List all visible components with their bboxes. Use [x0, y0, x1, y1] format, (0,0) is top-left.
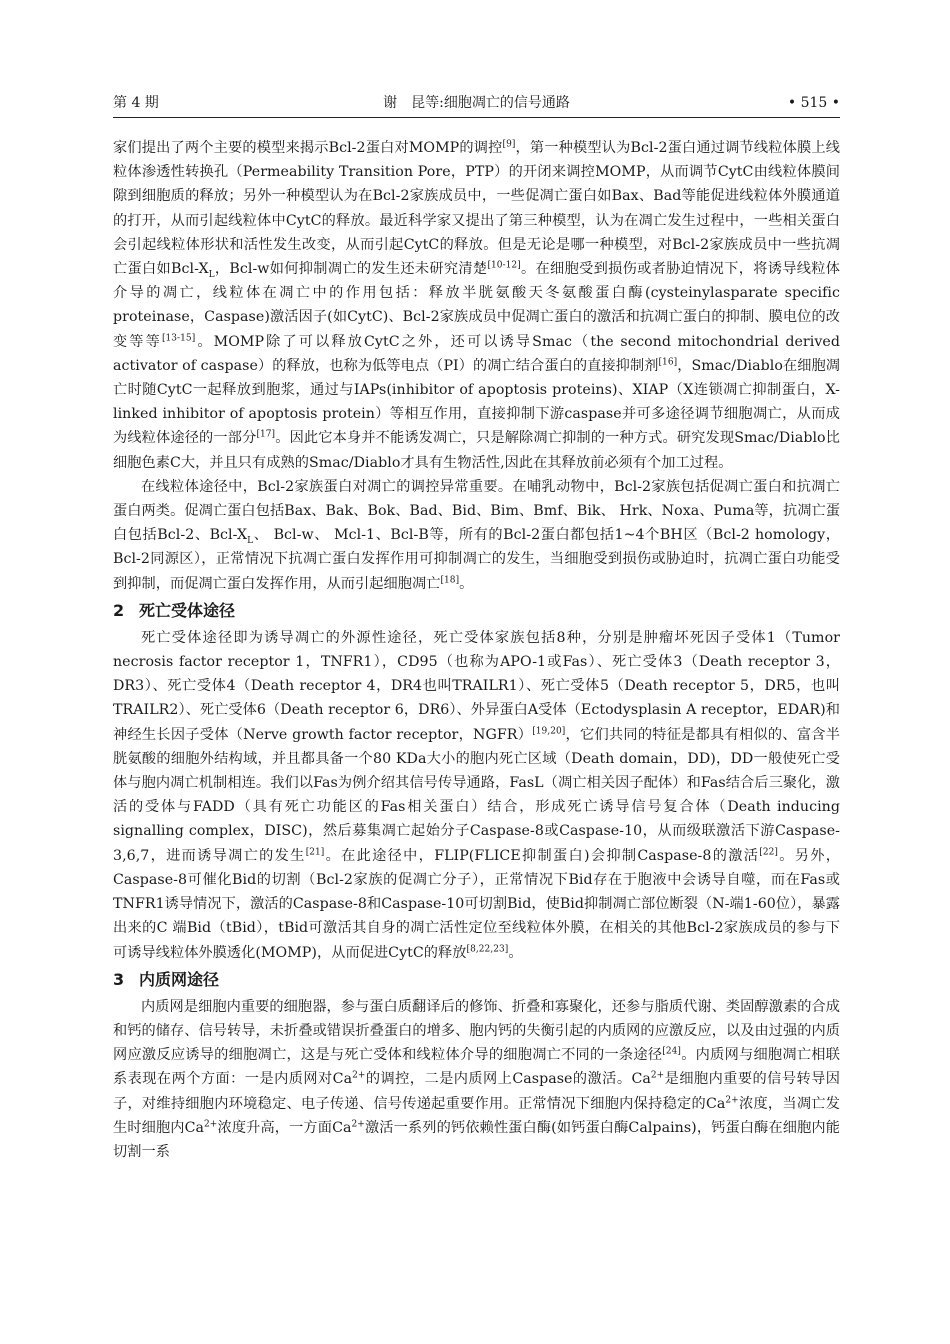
superscript: 2+ [650, 1070, 665, 1081]
paragraph-death-receptor: 死亡受体途径即为诱导凋亡的外源性途径，死亡受体家族包括8种，分别是肿瘤坏死因子受体1（Tumor necrosis factor receptor 1，TNFR1），CD95（也称为APO-1或Fas）、死亡受体3（Death receptor 3，DR3）、死亡受体4（Death receptor 4，DR4也叫TRAILR1）、死亡受体5（Death receptor 5，DR5，也叫TRAILR2）、死亡受体6（Death receptor 6，DR6）、外异蛋白A受体（Ectodysplasin A receptor，EDAR)和神经生长因子受体（Nerve growth factor receptor，NGFR）[19,20]，它们共同的特征是都具有相似的、富含半胱氨酸的细胞外结构域，并且都具备一个80 KDa大小的胞内死亡区域（Death domain，DD)，DD一般使死亡受体与胞内凋亡机制相连。我们以Fas为例介绍其信号传导通路，FasL（凋亡相关因子配体）和Fas结合后三聚化，激活的受体与FADD（具有死亡功能区的Fas相关蛋白）结合，形成死亡诱导信号复合体（Death inducing signalling complex，DISC)，然后募集凋亡起始分子Caspase-8或Caspase-10，从而级联激活下游Caspase-3,6,7，进而诱导凋亡的发生[21]。在此途径中，FLIP(FLICE抑制蛋白)会抑制Caspase-8的激活[22]。另外，Caspase-8可催化Bid的切割（Bcl-2家族的促凋亡分子），正常情况下Bid存在于胞液中会诱导自噬，而在Fas或TNFR1诱导情况下，激活的Caspase-8和Caspase-10可切割Bid，使Bid抑制凋亡部位断裂（N-端1-60位），暴露出来的C 端Bid（tBid），tBid可激活其自身的凋亡活性定位至线粒体外膜，在相关的其他Bcl-2家族成员的参与下可诱导线粒体外膜透化(MOMP)，从而促进CytC的释放[8,22,23]。 [113, 629, 840, 961]
superscript: 2+ [351, 1118, 365, 1129]
citation: [18] [440, 574, 460, 585]
article-body [113, 136, 840, 1164]
section-number: 2 [113, 600, 125, 620]
header-rule [113, 117, 840, 118]
issue-number: 第 4 期 [113, 95, 159, 111]
page-number: • 515 • [787, 95, 840, 111]
section-title: 死亡受体途径 [139, 600, 236, 620]
section-heading-death-receptor [113, 598, 840, 624]
superscript: 2+ [204, 1118, 218, 1129]
citation: [13-15] [161, 332, 196, 343]
citation: [21] [305, 846, 325, 857]
citation: [16] [658, 357, 678, 368]
article-running-title: 谢 昆等:细胞凋亡的信号通路 [383, 95, 570, 111]
citation: [17] [256, 429, 276, 440]
paragraph-mitochondria-models: 家们提出了两个主要的模型来揭示Bcl-2蛋白对MOMP的调控[9]，第一种模型认为Bcl-2蛋白通过调节线粒体膜上线粒体渗透性转换孔（Permeability Transition Pore，PTP）的开闭来调控MOMP，从而调节CytC由线粒体膜间隙到细胞质的释放；另外一种模型认为在Bcl-2家族成员中，一些促凋亡蛋白如Bax、Bad等能促进线粒体外膜通道的打开，从而引起线粒体中CytC的释放。最近科学家又提出了第三种模型，认为在凋亡发生过程中，一些相关蛋白会引起线粒体形状和活性发生改变，从而引起CytC的释放。但是无论是哪一种模型，对Bcl-2家族成员中一些抗凋亡蛋白如Bcl-$X_L$，Bcl-w如何抑制凋亡的发生还未研究清楚[10-12]。在细胞受到损伤或者胁迫情况下，将诱导线粒体介导的凋亡，线粒体在凋亡中的作用包括：释放半胱氨酸天冬氨酸蛋白酶(cysteinylasparate specific proteinase，Caspase)激活因子(如CytC)、Bcl-2家族成员中促凋亡蛋白的激活和抗凋亡蛋白的抑制、膜电位的改变等等[13-15]。MOMP除了可以释放CytC之外，还可以诱导Smac（the second mitochondrial derived activator of caspase）的释放，也称为低等电点（PI）的凋亡结合蛋白的直接抑制剂[16]，Smac/Diablo在细胞凋亡时随CytC一起释放到胞浆，通过与IAPs(inhibitor of apoptosis proteins)、XIAP（X连锁凋亡抑制蛋白，X-linked inhibitor of apoptosis protein）等相互作用，直接抑制下游caspase并可多途径调节细胞凋亡，从而成为线粒体途径的一部分[17]。因此它本身并不能诱发凋亡，只是解除凋亡抑制的一种方式。研究发现Smac/Diablo比细胞色素C大，并且只有成熟的Smac/Diablo才具有生物活性,因此在其释放前必须有个加工过程。 [113, 139, 840, 471]
subscript: L [208, 269, 215, 280]
superscript: 2+ [352, 1070, 366, 1081]
citation: [9] [502, 139, 516, 150]
superscript: 2+ [725, 1094, 739, 1105]
subscript: L [247, 536, 254, 547]
citation: [10-12] [487, 260, 521, 271]
running-header [113, 93, 840, 115]
section-number: 3 [113, 969, 125, 989]
section-title: 内质网途径 [139, 969, 220, 989]
paragraph-er-pathway: 内质网是细胞内重要的细胞器，参与蛋白质翻译后的修饰、折叠和寡聚化，还参与脂质代谢、类固醇激素的合成和钙的储存、信号转导，未折叠或错误折叠蛋白的增多、胞内钙的失衡引起的内质网的应激反应，以及由过强的内质网应激反应诱导的细胞凋亡，这是与死亡受体和线粒体介导的细胞凋亡不同的一条途径[24]。内质网与细胞凋亡相联系表现在两个方面：一是内质网对$Ca^{2+}$的调控，二是内质网上Caspase的激活。$Ca^{2+}$是细胞内重要的信号转导因子，对维持细胞内环境稳定、电子传递、信号传递起重要作用。正常情况下细胞内保持稳定的$Ca^{2+}$浓度，当凋亡发生时细胞内$Ca^{2+}$浓度升高，一方面$Ca^{2+}$激活一系列的钙依赖性蛋白酶(如钙蛋白酶Calpains)，钙蛋白酶在细胞内能切割一系 [113, 998, 841, 1160]
citation: [22] [759, 846, 778, 857]
section-heading-er [113, 967, 840, 993]
citation: [24] [662, 1046, 681, 1057]
citation: [19,20] [532, 725, 566, 736]
paragraph-bcl2-family: 在线粒体途径中，Bcl-2家族蛋白对凋亡的调控异常重要。在哺乳动物中，Bcl-2家族包括促凋亡蛋白和抗凋亡蛋白两类。促凋亡蛋白包括Bax、Bak、Bok、Bad、Bid、Bim、Bmf、Bik、 Hrk、Noxa、Puma等，抗凋亡蛋白包括Bcl-2、Bcl-$X_L$、 Bcl-w、 Mcl-1、Bcl-B等，所有的Bcl-2蛋白都包括1~4个BH区（Bcl-2 homology，Bcl-2同源区），正常情况下抗凋亡蛋白发挥作用可抑制凋亡的发生，当细胞受到损伤或胁迫时，抗凋亡蛋白功能受到抑制，而促凋亡蛋白发挥作用，从而引起细胞凋亡[18]。 [113, 478, 840, 592]
citation: [8,22,23] [466, 943, 509, 954]
